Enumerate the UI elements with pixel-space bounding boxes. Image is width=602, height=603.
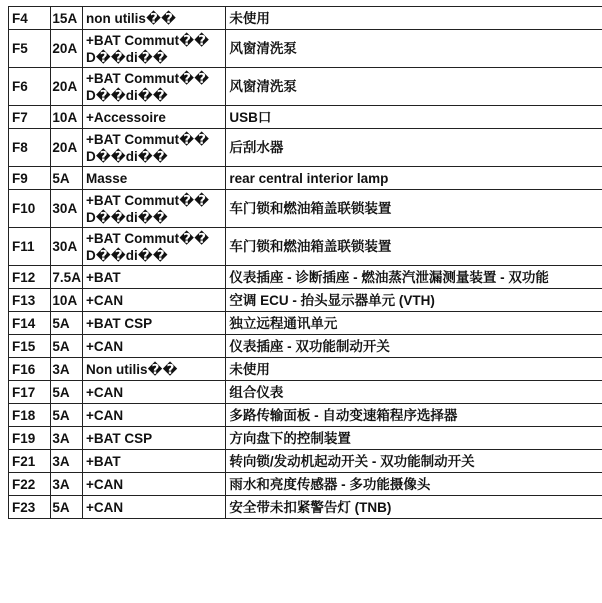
- function-cell: 车门锁和燃油箱盖联锁装置: [226, 228, 602, 266]
- table-row: [9, 167, 602, 190]
- power-feed-line: +CAN: [85, 476, 124, 492]
- power-feed-cell: [82, 496, 225, 519]
- table-row: [9, 496, 602, 519]
- power-feed-cell: [82, 167, 225, 190]
- amperage-cell: 5A: [51, 404, 83, 427]
- table-row: [9, 358, 602, 381]
- power-feed-line: +BAT Commut��: [85, 192, 210, 208]
- power-feed-line: +CAN: [85, 338, 124, 354]
- fuse-id-cell: F17: [9, 381, 51, 404]
- amperage-cell: 10A: [51, 106, 83, 129]
- fuse-id-cell: F16: [9, 358, 51, 381]
- table-row: [9, 7, 602, 30]
- fuse-id-cell: F19: [9, 427, 51, 450]
- fuse-id-cell: F13: [9, 289, 51, 312]
- amperage-cell: 30A: [51, 190, 83, 228]
- table-row: [9, 289, 602, 312]
- function-cell: 安全带未扣紧警告灯 (TNB): [226, 496, 602, 519]
- power-feed-line: +CAN: [85, 499, 124, 515]
- power-feed-cell: [82, 68, 225, 106]
- fuse-id-cell: F23: [9, 496, 51, 519]
- power-feed-line: D��di��: [85, 87, 168, 103]
- power-feed-cell: [82, 404, 225, 427]
- function-cell: 风窗清洗泵: [226, 68, 602, 106]
- function-cell: 车门锁和燃油箱盖联锁装置: [226, 190, 602, 228]
- amperage-cell: 20A: [51, 68, 83, 106]
- function-cell: 后刮水器: [226, 129, 602, 167]
- fuse-id-cell: F5: [9, 30, 51, 68]
- fuse-table: [8, 6, 602, 519]
- power-feed-cell: [82, 473, 225, 496]
- power-feed-cell: [82, 228, 225, 266]
- power-feed-line: Non utilis��: [85, 361, 178, 377]
- power-feed-cell: [82, 335, 225, 358]
- amperage-cell: 3A: [51, 473, 83, 496]
- amperage-cell: 20A: [51, 30, 83, 68]
- fuse-table-body: [9, 7, 602, 519]
- power-feed-line: non utilis��: [85, 10, 177, 26]
- amperage-cell: 5A: [51, 167, 83, 190]
- table-row: [9, 335, 602, 358]
- fuse-id-cell: F18: [9, 404, 51, 427]
- power-feed-line: +BAT Commut��: [85, 32, 210, 48]
- function-cell: 仪表插座 - 诊断插座 - 燃油蒸汽泄漏测量装置 - 双功能: [226, 266, 602, 289]
- table-row: [9, 106, 602, 129]
- function-cell: rear central interior lamp: [226, 167, 602, 190]
- fuse-id-cell: F11: [9, 228, 51, 266]
- function-cell: 独立远程通讯单元: [226, 312, 602, 335]
- power-feed-line: +Accessoire: [85, 109, 166, 125]
- amperage-cell: 30A: [51, 228, 83, 266]
- fuse-id-cell: F21: [9, 450, 51, 473]
- power-feed-line: +CAN: [85, 407, 124, 423]
- power-feed-line: Masse: [85, 170, 128, 186]
- power-feed-cell: [82, 312, 225, 335]
- fuse-id-cell: F8: [9, 129, 51, 167]
- amperage-cell: 3A: [51, 358, 83, 381]
- power-feed-cell: [82, 129, 225, 167]
- power-feed-line: +CAN: [85, 384, 124, 400]
- amperage-cell: 5A: [51, 381, 83, 404]
- function-cell: 空调 ECU - 抬头显示器单元 (VTH): [226, 289, 602, 312]
- table-row: [9, 312, 602, 335]
- table-row: [9, 473, 602, 496]
- power-feed-line: +BAT: [85, 269, 121, 285]
- function-cell: 风窗清洗泵: [226, 30, 602, 68]
- function-cell: USB口: [226, 106, 602, 129]
- table-row: [9, 450, 602, 473]
- function-cell: 多路传输面板 - 自动变速箱程序选择器: [226, 404, 602, 427]
- fuse-id-cell: F12: [9, 266, 51, 289]
- power-feed-cell: [82, 450, 225, 473]
- power-feed-line: D��di��: [85, 49, 168, 65]
- amperage-cell: 3A: [51, 427, 83, 450]
- amperage-cell: 15A: [51, 7, 83, 30]
- amperage-cell: 7.5A: [51, 266, 83, 289]
- table-row: [9, 266, 602, 289]
- fuse-id-cell: F9: [9, 167, 51, 190]
- power-feed-line: +BAT Commut��: [85, 131, 210, 147]
- function-cell: 未使用: [226, 7, 602, 30]
- amperage-cell: 5A: [51, 496, 83, 519]
- power-feed-cell: [82, 30, 225, 68]
- fuse-id-cell: F6: [9, 68, 51, 106]
- fuse-id-cell: F14: [9, 312, 51, 335]
- amperage-cell: 5A: [51, 335, 83, 358]
- amperage-cell: 5A: [51, 312, 83, 335]
- power-feed-line: +BAT CSP: [85, 315, 153, 331]
- power-feed-cell: [82, 289, 225, 312]
- table-row: [9, 381, 602, 404]
- power-feed-line: D��di��: [85, 148, 168, 164]
- power-feed-line: +BAT Commut��: [85, 230, 210, 246]
- power-feed-line: +BAT CSP: [85, 430, 153, 446]
- power-feed-cell: [82, 381, 225, 404]
- fuse-id-cell: F7: [9, 106, 51, 129]
- function-cell: 雨水和亮度传感器 - 多功能摄像头: [226, 473, 602, 496]
- power-feed-cell: [82, 427, 225, 450]
- power-feed-cell: [82, 266, 225, 289]
- power-feed-line: +CAN: [85, 292, 124, 308]
- power-feed-cell: [82, 358, 225, 381]
- function-cell: 转向锁/发动机起动开关 - 双功能制动开关: [226, 450, 602, 473]
- table-row: [9, 129, 602, 167]
- fuse-id-cell: F22: [9, 473, 51, 496]
- fuse-id-cell: F10: [9, 190, 51, 228]
- function-cell: 方向盘下的控制装置: [226, 427, 602, 450]
- function-cell: 未使用: [226, 358, 602, 381]
- fuse-id-cell: F4: [9, 7, 51, 30]
- power-feed-line: D��di��: [85, 247, 168, 263]
- power-feed-cell: [82, 190, 225, 228]
- fuse-id-cell: F15: [9, 335, 51, 358]
- power-feed-line: +BAT: [85, 453, 121, 469]
- table-row: [9, 190, 602, 228]
- table-row: [9, 427, 602, 450]
- power-feed-line: D��di��: [85, 209, 168, 225]
- power-feed-line: +BAT Commut��: [85, 70, 210, 86]
- amperage-cell: 3A: [51, 450, 83, 473]
- power-feed-cell: [82, 7, 225, 30]
- power-feed-cell: [82, 106, 225, 129]
- amperage-cell: 20A: [51, 129, 83, 167]
- function-cell: 组合仪表: [226, 381, 602, 404]
- table-row: [9, 404, 602, 427]
- function-cell: 仪表插座 - 双功能制动开关: [226, 335, 602, 358]
- table-row: [9, 228, 602, 266]
- table-row: [9, 68, 602, 106]
- table-row: [9, 30, 602, 68]
- amperage-cell: 10A: [51, 289, 83, 312]
